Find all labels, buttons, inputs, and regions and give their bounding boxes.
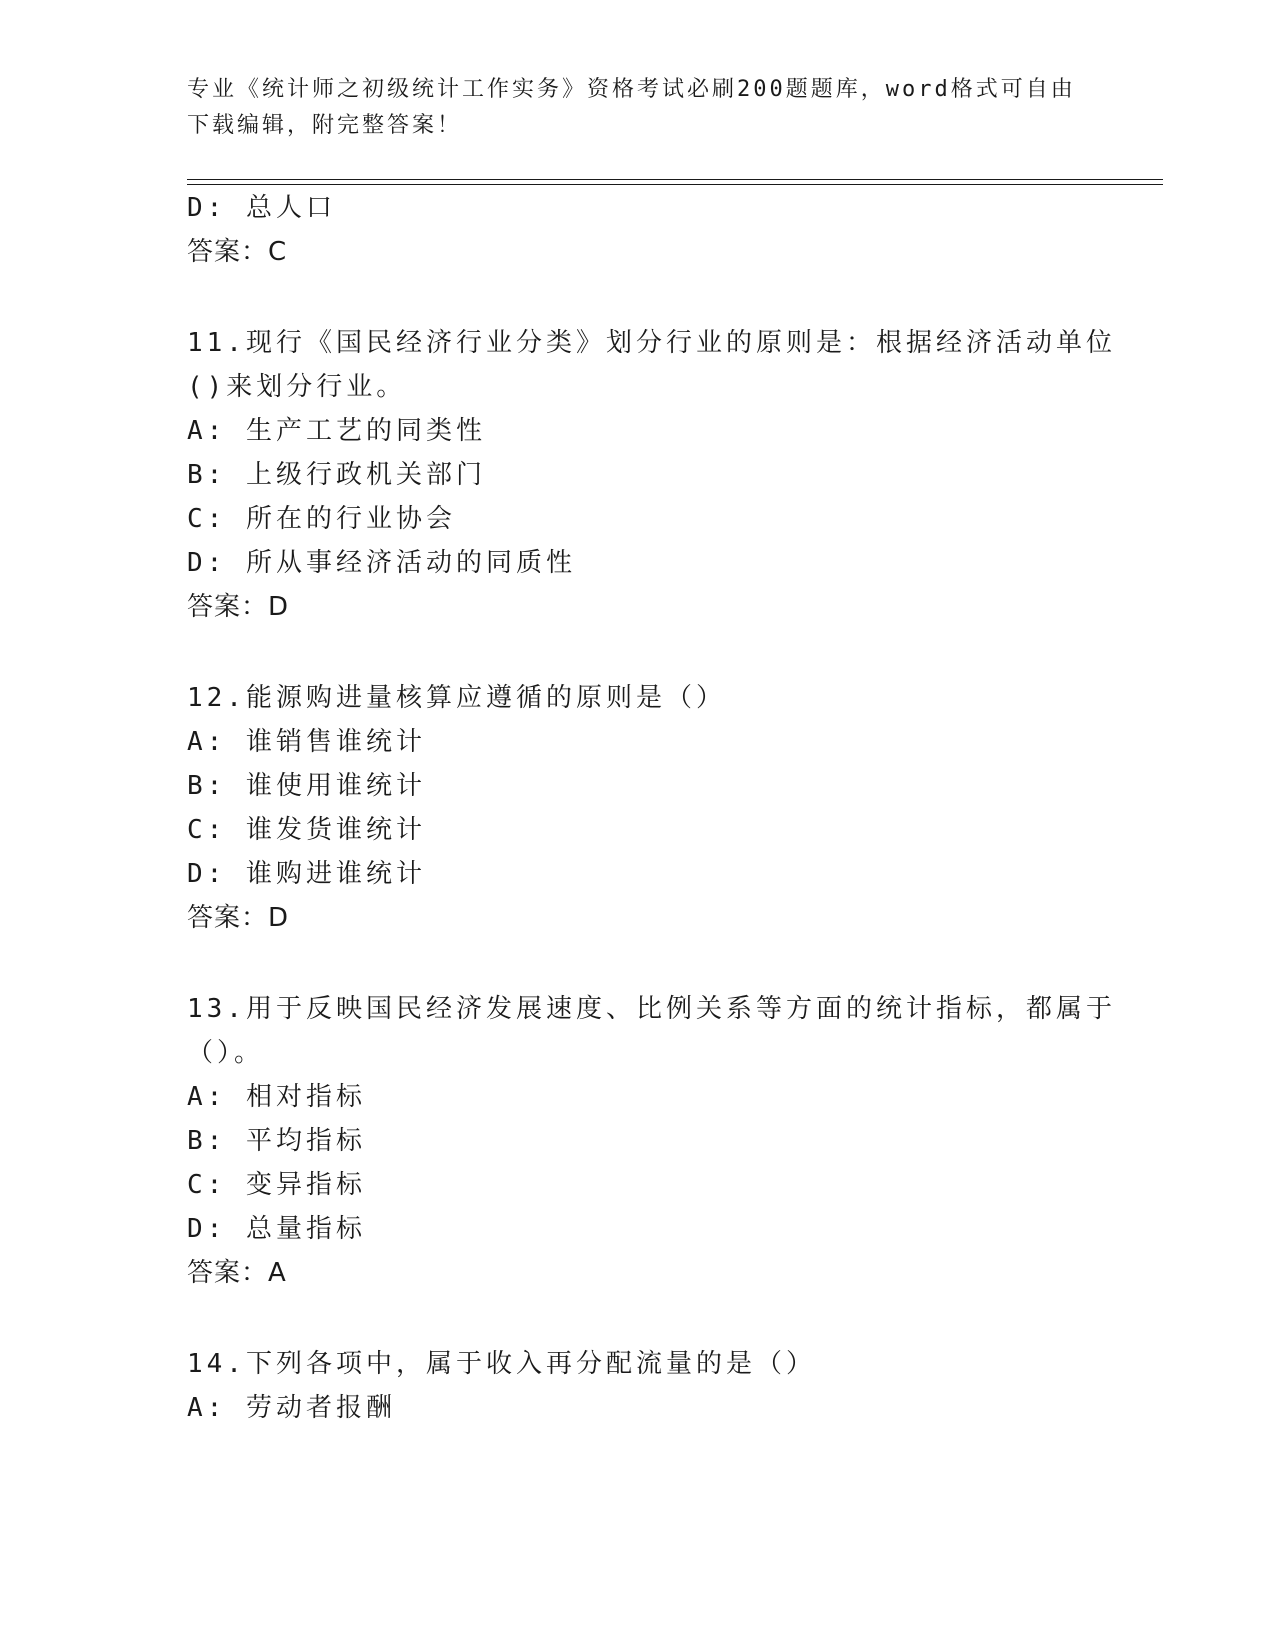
q11-option-d: D: 所从事经济活动的同质性 bbox=[187, 548, 576, 578]
header-line-1: 专业《统计师之初级统计工作实务》资格考试必刷200题题库，word格式可自由 bbox=[187, 77, 1076, 102]
q13-stem-line-1: 13.用于反映国民经济发展速度、比例关系等方面的统计指标，都属于 bbox=[187, 994, 1116, 1024]
q14-stem: 14.下列各项中，属于收入再分配流量的是（） bbox=[187, 1349, 816, 1379]
q12-option-b: B: 谁使用谁统计 bbox=[187, 771, 426, 801]
q11-option-b: B: 上级行政机关部门 bbox=[187, 460, 486, 490]
header-line-2: 下载编辑，附完整答案！ bbox=[187, 113, 463, 138]
q12-stem: 12.能源购进量核算应遵循的原则是（） bbox=[187, 683, 726, 713]
document-header bbox=[187, 72, 1087, 144]
q13-option-a: A: 相对指标 bbox=[187, 1082, 366, 1112]
q12-option-c: C: 谁发货谁统计 bbox=[187, 815, 426, 845]
q14-option-a: A: 劳动者报酬 bbox=[187, 1393, 396, 1423]
q10-option-d: D: 总人口 bbox=[187, 193, 336, 223]
q11-stem-line-1: 11.现行《国民经济行业分类》划分行业的原则是：根据经济活动单位 bbox=[187, 328, 1116, 358]
header-divider-bottom bbox=[187, 184, 1163, 185]
q12-option-d: D: 谁购进谁统计 bbox=[187, 859, 426, 889]
q13-stem-line-2: （）。 bbox=[187, 1038, 265, 1068]
q11-stem-line-2: ()来划分行业。 bbox=[187, 372, 407, 402]
q13-option-d: D: 总量指标 bbox=[187, 1214, 366, 1244]
q11-option-c: C: 所在的行业协会 bbox=[187, 504, 456, 534]
q13-answer: 答案：A bbox=[187, 1258, 287, 1288]
q12-option-a: A: 谁销售谁统计 bbox=[187, 727, 426, 757]
header-divider-top bbox=[187, 179, 1163, 180]
q13-option-b: B: 平均指标 bbox=[187, 1126, 366, 1156]
q10-answer: 答案：C bbox=[187, 237, 288, 267]
q11-answer: 答案：D bbox=[187, 592, 290, 622]
q13-option-c: C: 变异指标 bbox=[187, 1170, 366, 1200]
q12-answer: 答案：D bbox=[187, 903, 290, 933]
q11-option-a: A: 生产工艺的同类性 bbox=[187, 416, 486, 446]
